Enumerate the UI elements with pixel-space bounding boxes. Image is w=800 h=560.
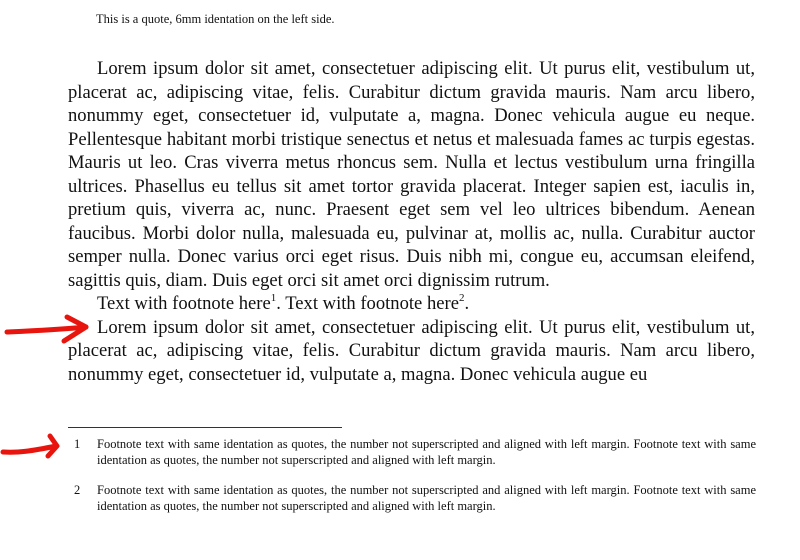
annotation-arrow-shaft [7, 327, 86, 332]
footnote-ref-text-2: Text with footnote here [285, 293, 459, 314]
footnote-number-1: 1 [74, 437, 81, 451]
footnote-text-1: Footnote text with same identation as quotes, the number not superscripted and aligned with left margin. Footnote text with same identation as quotes, the number not superscripted and aligned with left margin. [97, 437, 756, 467]
footnote-text-2: Footnote text with same identation as quotes, the number not superscripted and aligned with left margin. Footnote text with same identation as quotes, the number not superscripted and aligned with left margin. [97, 483, 756, 513]
quote-text: This is a quote, 6mm identation on the left side. [96, 12, 335, 26]
footnote-ref-separator: . [276, 293, 286, 314]
annotation-arrow-footnote-shaft [3, 446, 56, 452]
annotation-arrow-footnote-icon [0, 432, 64, 468]
body-paragraph-2: Lorem ipsum dolor sit amet, consectetuer adipiscing elit. Ut purus elit, vestibulum ut, placerat ac, adipiscing vitae, felis. Curabitur dictum gravida mauris. Nam arcu libero, nonummy eget, consectetuer id, vulputate a, magna. Donec vehicula augue eu [68, 316, 755, 385]
footnote-ref-text-1: Text with footnote here [97, 293, 271, 314]
body-text [68, 57, 755, 386]
footnote-number-2: 2 [74, 483, 81, 497]
footnote-reference-line [68, 292, 755, 316]
annotation-arrow-icon [0, 310, 96, 350]
footnote-ref-mark-2[interactable]: 2 [458, 291, 465, 304]
body-paragraph-1: Lorem ipsum dolor sit amet, consectetuer adipiscing elit. Ut purus elit, vestibulum ut, placerat ac, adipiscing vitae, felis. Curabitur dictum gravida mauris. Nam arcu libero, nonummy eget, consectetuer id, vulputate a, magna. Donec vehicula augue eu neque. Pellentesque habitant morbi tristique senectus et netus et malesuada fames ac turpis egestas. Mauris ut leo. Cras viverra metus rhoncus sem. Nulla et lectus vestibulum urna fringilla ultrices. Phasellus eu tellus sit amet tortor gravida placerat. Integer sapien est, iaculis in, pretium quis, viverra ac, nunc. Praesent eget sem vel leo ultrices bibendum. Aenean faucibus. Morbi dolor nulla, malesuada eu, pulvinar at, mollis ac, nulla. Curabitur auctor semper nulla. Donec varius orci eget risus. Duis nibh mi, congue eu, accumsan eleifend, sagittis quis, diam. Duis eget orci sit amet orci dignissim rutrum. [68, 58, 755, 291]
footnote-ref-end: . [464, 293, 470, 314]
footnote-2 [68, 482, 756, 514]
footnotes-section [68, 436, 756, 528]
footnote-ref-mark-1[interactable]: 1 [270, 291, 277, 304]
footnote-separator-rule [68, 427, 342, 428]
footnote-1 [68, 436, 756, 468]
